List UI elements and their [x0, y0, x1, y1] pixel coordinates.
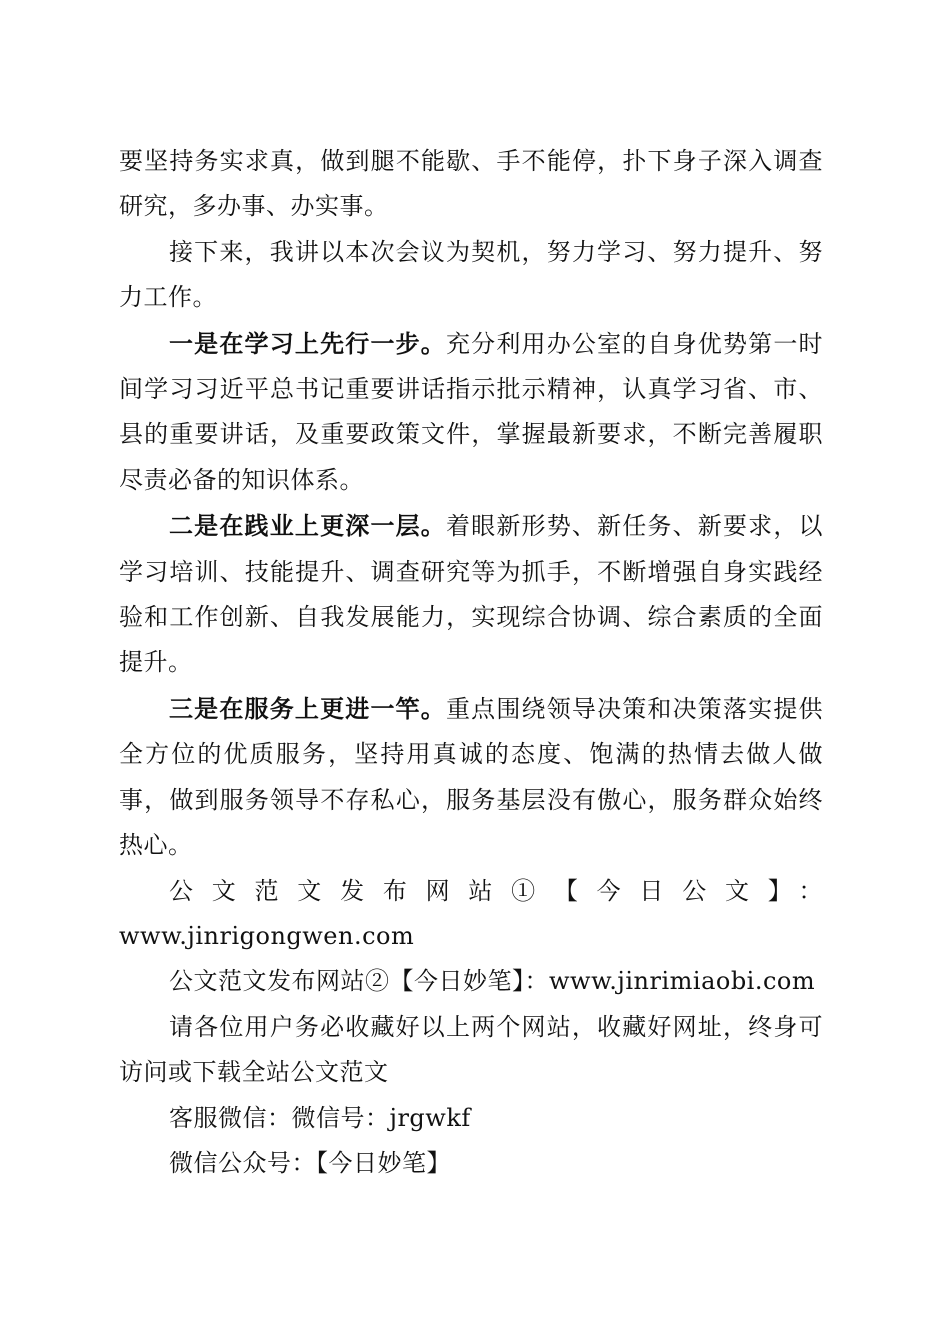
footer-site1-url: www.jinrigongwen.com — [119, 921, 415, 950]
document-page — [119, 139, 823, 1186]
paragraph-5-lead: 三是在服务上更进一竿。 — [169, 693, 446, 723]
footer-site1-label: 公文范文发布网站①【今日公文】： — [169, 876, 823, 905]
paragraph-1 — [119, 139, 823, 230]
paragraph-4-text: 着眼新形势、新任务、新要求，以学习培训、技能提升、调查研究等为抓手，不断增强自身实践经验和工作创新、自我发展能力，实现综合协调、综合素质的全面提升。 — [119, 512, 824, 677]
footer-wechat-official: 微信公众号：【今日妙笔】 — [169, 1148, 451, 1177]
paragraph-4-lead: 二是在践业上更深一层。 — [169, 511, 446, 541]
paragraph-3-text: 充分利用办公室的自身优势第一时间学习习近平总书记重要讲话指示批示精神，认真学习省、市、县的重要讲话，及重要政策文件，掌握最新要求，不断完善履职尽责必备的知识体系。 — [119, 329, 824, 494]
paragraph-4 — [119, 503, 823, 686]
paragraph-5 — [119, 686, 823, 869]
paragraph-5-text: 重点围绕领导决策和决策落实提供全方位的优质服务，坚持用真诚的态度、饱满的热情去做人做事，做到服务领导不存私心，服务基层没有傲心，服务群众始终热心。 — [119, 694, 824, 860]
paragraph-3 — [119, 321, 823, 504]
paragraph-1-text: 要坚持务实求真，做到腿不能歇、手不能停，扑下身子深入调查研究，多办事、办实事。 — [119, 147, 823, 221]
paragraph-3-lead: 一是在学习上先行一步。 — [169, 328, 446, 358]
paragraph-2-text: 接下来，我讲以本次会议为契机，努力学习、努力提升、努力工作。 — [119, 237, 823, 312]
footer-site2: 公文范文发布网站②【今日妙笔】：www.jinrimiaobi.com — [169, 967, 816, 996]
footer-notice: 请各位用户务必收藏好以上两个网站，收藏好网址，终身可访问或下载全站公文范文 — [119, 1012, 823, 1087]
paragraph-2 — [119, 230, 823, 321]
footer-wechat-service: 客服微信：微信号：jrgwkf — [169, 1103, 471, 1132]
